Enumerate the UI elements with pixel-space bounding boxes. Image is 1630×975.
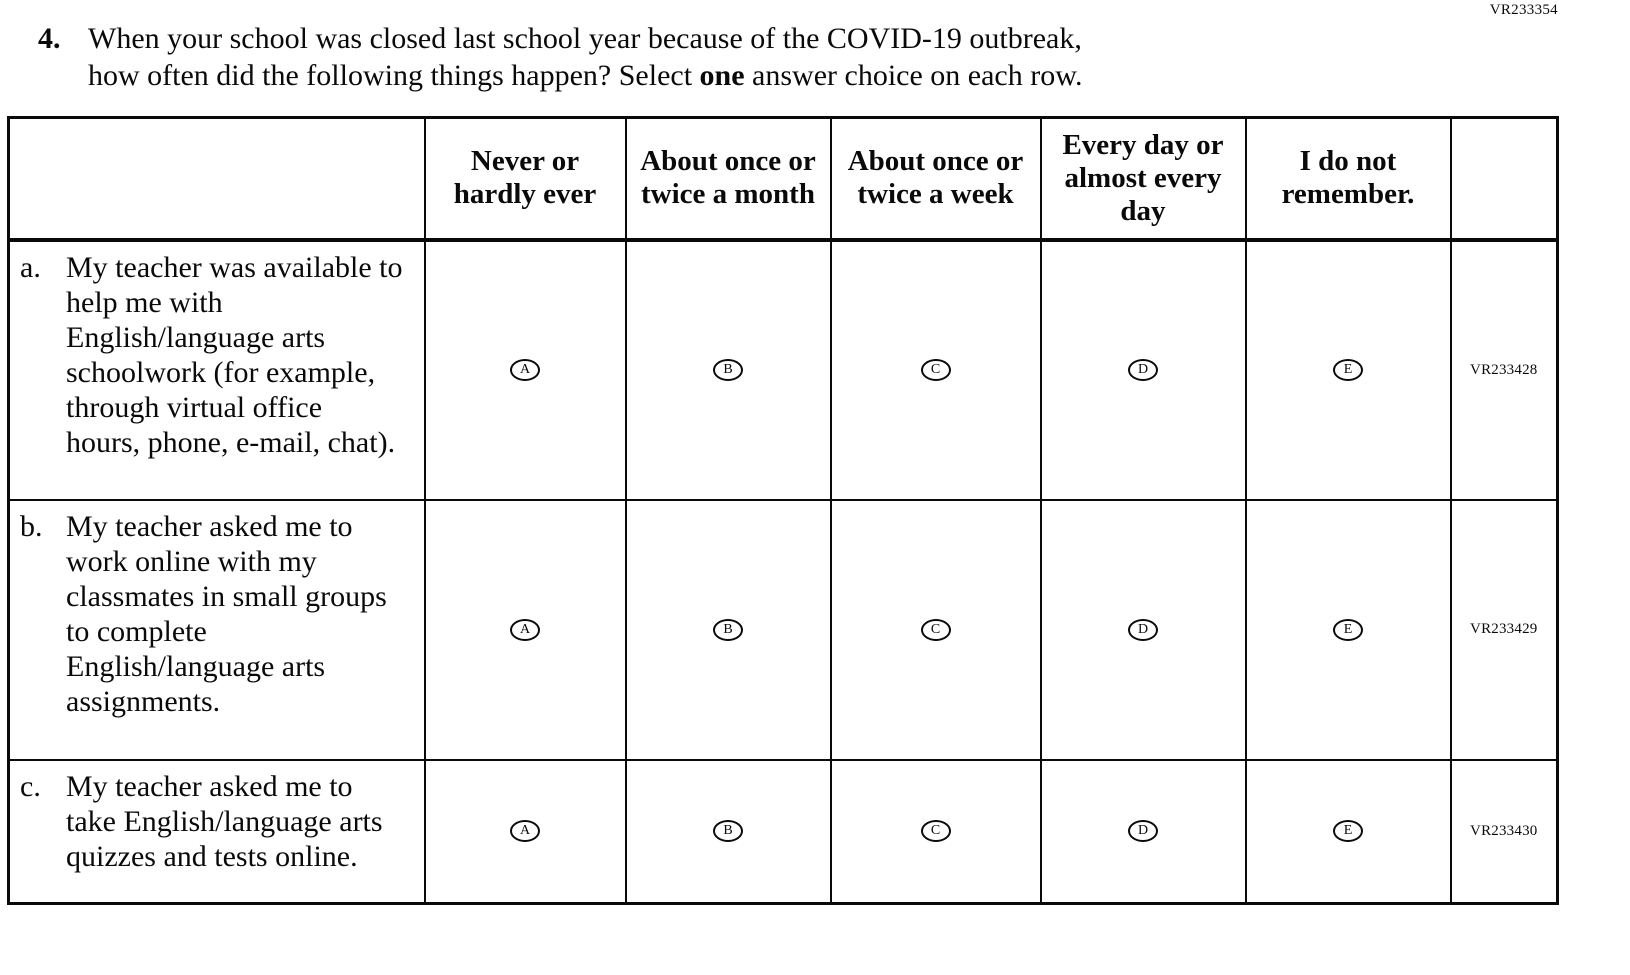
bubble-cell: [626, 240, 831, 500]
question-block: [38, 20, 1630, 94]
question-number: 4.: [38, 22, 61, 55]
column-header: Every day or almost every day: [1041, 118, 1246, 240]
answer-bubble[interactable]: E: [1333, 619, 1363, 641]
answer-bubble[interactable]: E: [1333, 359, 1363, 381]
answer-bubble[interactable]: A: [510, 820, 540, 842]
column-header: Never or hardly ever: [425, 118, 626, 240]
row-code-cell: [1451, 760, 1558, 904]
answer-bubble[interactable]: A: [510, 619, 540, 641]
question-line1: When your school was closed last school year because of the COVID-19 outbreak,: [88, 22, 1082, 55]
answer-bubble[interactable]: B: [713, 619, 743, 641]
row-text: My teacher was available to help me with English/language arts schoolwork (for example, through virtual office hours, phone, e-mail, chat).: [66, 250, 403, 459]
row-code-cell: [1451, 500, 1558, 760]
answer-bubble[interactable]: B: [713, 820, 743, 842]
question-bold-word: one: [699, 59, 745, 92]
bubble-cell: [626, 760, 831, 904]
answer-bubble[interactable]: C: [921, 619, 951, 641]
row-stem-cell: [9, 760, 425, 904]
answer-bubble[interactable]: B: [713, 359, 743, 381]
column-header: About once or twice a month: [626, 118, 831, 240]
bubble-cell: [1041, 760, 1246, 904]
answer-bubble[interactable]: D: [1128, 820, 1158, 842]
bubble-cell: [1041, 500, 1246, 760]
row-code: VR233428: [1470, 361, 1538, 378]
row-letter: a.: [20, 250, 41, 284]
bubble-cell: [1246, 760, 1451, 904]
question-text: [88, 20, 1082, 94]
answer-bubble[interactable]: E: [1333, 820, 1363, 842]
bubble-cell: [1041, 240, 1246, 500]
row-text: My teacher asked me to work online with my classmates in small groups to complete English/language arts assignments.: [66, 509, 387, 718]
row-code: VR233429: [1470, 621, 1538, 637]
bubble-cell: [831, 760, 1041, 904]
bubble-cell: [831, 240, 1041, 500]
bubble-cell: [1246, 500, 1451, 760]
table-body: [9, 240, 1558, 904]
bubble-cell: [1246, 240, 1451, 500]
bubble-cell: [626, 500, 831, 760]
row-stem-cell: [9, 500, 425, 760]
bubble-cell: [425, 240, 626, 500]
table-row: [9, 760, 1558, 904]
row-letter: b.: [20, 509, 43, 543]
answer-bubble[interactable]: D: [1128, 619, 1158, 641]
row-code-cell: [1451, 240, 1558, 500]
form-code: VR233354: [1489, 2, 1558, 18]
stem-column-header: [9, 118, 425, 240]
row-code: VR233430: [1470, 822, 1538, 839]
code-column-header: [1451, 118, 1558, 240]
answer-bubble[interactable]: C: [921, 820, 951, 842]
question-line2-after: answer choice on each row.: [744, 59, 1083, 92]
row-letter: c.: [20, 769, 41, 803]
row-stem-cell: [9, 240, 425, 500]
column-header: I do not remember.: [1246, 118, 1451, 240]
question-line2-before: how often did the following things happen? Select: [88, 59, 700, 92]
response-table: [7, 116, 1559, 905]
table-row: [9, 500, 1558, 760]
table-row: [9, 240, 1558, 500]
answer-bubble[interactable]: D: [1128, 359, 1158, 381]
column-header: About once or twice a week: [831, 118, 1041, 240]
bubble-cell: [425, 500, 626, 760]
row-text: My teacher asked me to take English/language arts quizzes and tests online.: [66, 769, 383, 873]
header-row: [9, 118, 1558, 240]
answer-bubble[interactable]: C: [921, 359, 951, 381]
bubble-cell: [425, 760, 626, 904]
answer-bubble[interactable]: A: [510, 359, 540, 381]
bubble-cell: [831, 500, 1041, 760]
